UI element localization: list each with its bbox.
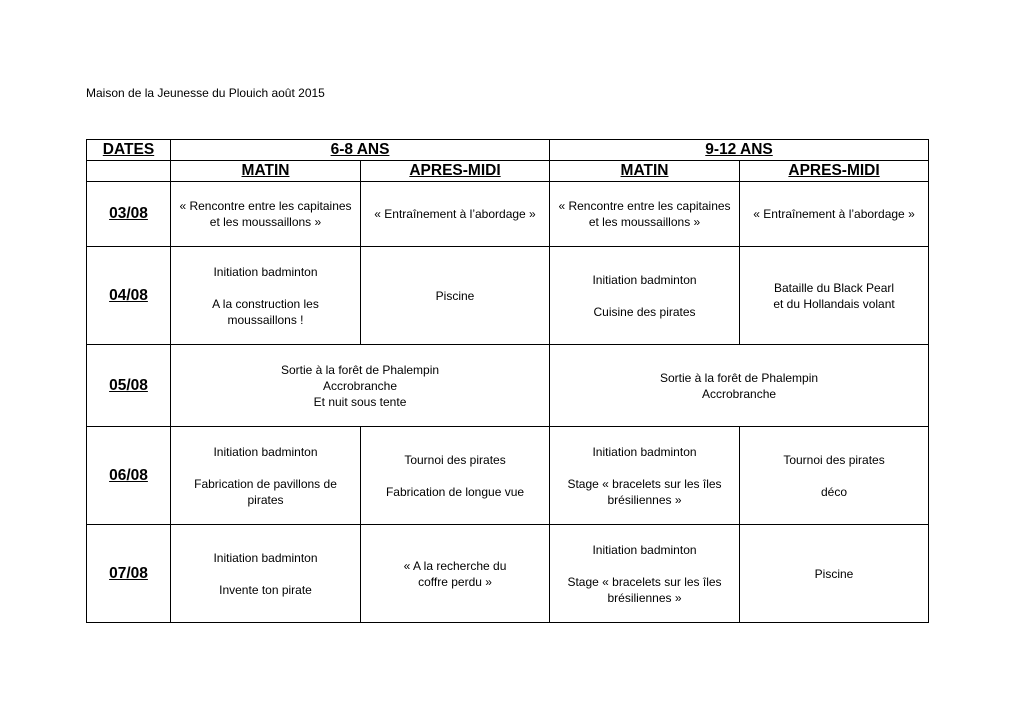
date-cell: 05/08	[87, 345, 171, 427]
header-row-age-groups	[87, 140, 929, 161]
header-apres-midi-9-12: APRES-MIDI	[740, 161, 929, 182]
header-row-periods	[87, 161, 929, 182]
table-row-0408	[87, 247, 929, 345]
header-matin-9-12: MATIN	[550, 161, 740, 182]
activity-cell-6-8-apres-midi: Piscine	[361, 247, 550, 345]
table-row-0508	[87, 345, 929, 427]
activity-cell-9-12-apres-midi: Bataille du Black Pearl et du Hollandais volant	[740, 247, 929, 345]
activity-cell-9-12-full-day: Sortie à la forêt de Phalempin Accrobranche	[550, 345, 929, 427]
activity-cell-9-12-apres-midi: Tournoi des pirates déco	[740, 427, 929, 525]
date-cell: 04/08	[87, 247, 171, 345]
activity-cell-6-8-matin: Initiation badminton Fabrication de pavillons de pirates	[171, 427, 361, 525]
header-empty-cell	[87, 161, 171, 182]
table-row-0308	[87, 182, 929, 247]
activity-cell-6-8-matin: Initiation badminton A la construction les moussaillons !	[171, 247, 361, 345]
date-cell: 06/08	[87, 427, 171, 525]
date-cell: 07/08	[87, 525, 171, 623]
header-dates: DATES	[87, 140, 171, 161]
activity-cell-9-12-matin: Initiation badminton Stage « bracelets sur les îles brésiliennes »	[550, 427, 740, 525]
table-row-0708	[87, 525, 929, 623]
activity-cell-6-8-apres-midi: « Entraînement à l’abordage »	[361, 182, 550, 247]
activity-cell-6-8-apres-midi: Tournoi des pirates Fabrication de longue vue	[361, 427, 550, 525]
header-age-9-12: 9-12 ANS	[550, 140, 929, 161]
activity-cell-9-12-matin: Initiation badminton Stage « bracelets sur les îles brésiliennes »	[550, 525, 740, 623]
table-row-0608	[87, 427, 929, 525]
activity-cell-6-8-apres-midi: « A la recherche du coffre perdu »	[361, 525, 550, 623]
activity-cell-9-12-matin: « Rencontre entre les capitaines et les moussaillons »	[550, 182, 740, 247]
header-age-6-8: 6-8 ANS	[171, 140, 550, 161]
header-apres-midi-6-8: APRES-MIDI	[361, 161, 550, 182]
activity-schedule-table	[86, 139, 929, 623]
date-cell: 03/08	[87, 182, 171, 247]
activity-cell-6-8-matin: Initiation badminton Invente ton pirate	[171, 525, 361, 623]
activity-cell-9-12-apres-midi: « Entraînement à l’abordage »	[740, 182, 929, 247]
document-title: Maison de la Jeunesse du Plouich août 2015	[86, 86, 325, 100]
activity-cell-6-8-full-day: Sortie à la forêt de Phalempin Accrobranche Et nuit sous tente	[171, 345, 550, 427]
activity-cell-9-12-matin: Initiation badminton Cuisine des pirates	[550, 247, 740, 345]
header-matin-6-8: MATIN	[171, 161, 361, 182]
activity-cell-6-8-matin: « Rencontre entre les capitaines et les moussaillons »	[171, 182, 361, 247]
activity-cell-9-12-apres-midi: Piscine	[740, 525, 929, 623]
